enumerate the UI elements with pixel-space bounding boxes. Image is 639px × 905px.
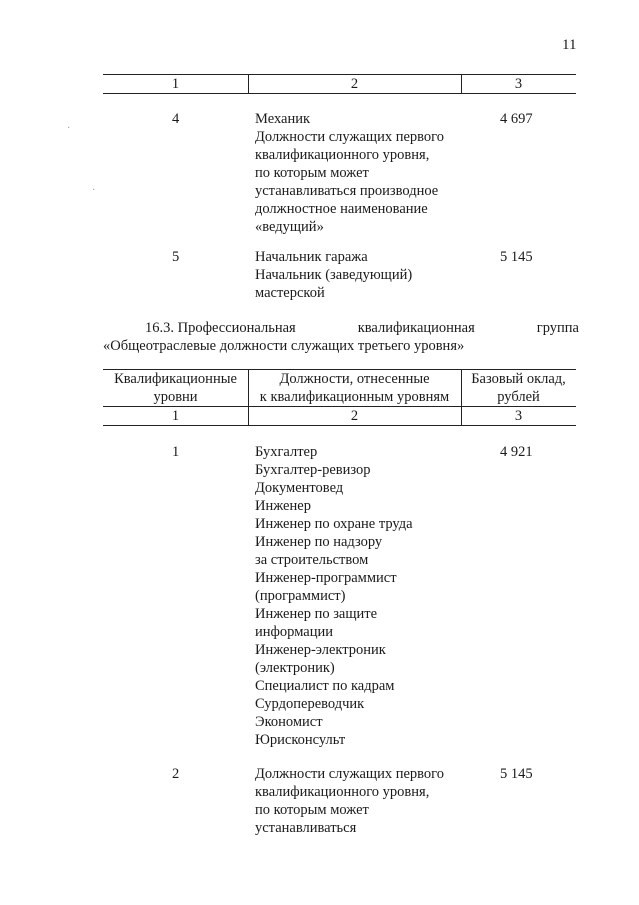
position-name: квалификационного уровня, xyxy=(255,147,430,163)
position-name: квалификационного уровня, xyxy=(255,784,430,800)
section-heading-line xyxy=(103,319,579,337)
position-name: по которым может xyxy=(255,165,369,181)
column-header-positions xyxy=(248,370,461,406)
position-name: должностное наименование xyxy=(255,201,428,217)
header-text: рублей xyxy=(497,389,540,405)
column-number: 2 xyxy=(350,408,359,424)
qualification-level: 5 xyxy=(172,249,180,265)
heading-word: группа xyxy=(536,320,579,336)
position-name: Инженер xyxy=(255,498,311,514)
position-name: устанавливаться производное xyxy=(255,183,439,199)
position-name: Механик xyxy=(255,111,311,127)
heading-word: 16.3. Профессиональная xyxy=(145,320,296,336)
header-text: Базовый оклад, xyxy=(471,371,566,387)
qualification-level: 4 xyxy=(172,111,180,127)
position-name: Начальник гаража xyxy=(255,249,368,265)
base-salary: 5 145 xyxy=(500,249,533,265)
position-list xyxy=(255,443,413,749)
position-name: Должности служащих первого xyxy=(255,766,444,782)
position-name: Инженер-программист xyxy=(255,570,397,586)
column-header-salary xyxy=(461,370,576,406)
base-salary: 5 145 xyxy=(500,766,533,782)
position-name: Инженер по защите xyxy=(255,606,378,622)
column-number: 1 xyxy=(171,76,180,92)
position-name: Бухгалтер-ревизор xyxy=(255,462,371,478)
header-text: Квалификационные xyxy=(114,371,237,387)
column-header-levels xyxy=(103,370,248,406)
column-number: 3 xyxy=(514,408,523,424)
position-name: Инженер по надзору xyxy=(255,534,383,550)
page-number: 11 xyxy=(562,37,577,53)
qualification-level: 1 xyxy=(172,444,180,460)
section-heading-line: «Общеотраслевые должности служащих третьего уровня» xyxy=(103,338,465,354)
position-list xyxy=(255,248,412,302)
position-name: Начальник (заведующий) xyxy=(255,267,413,283)
position-name: информации xyxy=(255,624,333,640)
column-number: 3 xyxy=(514,76,523,92)
qualification-level: 2 xyxy=(172,766,180,782)
position-name: Инженер по охране труда xyxy=(255,516,413,532)
position-list xyxy=(255,765,444,837)
position-name: устанавливаться xyxy=(255,820,357,836)
column-number: 1 xyxy=(171,408,180,424)
position-name: Специалист по кадрам xyxy=(255,678,395,694)
position-name: «ведущий» xyxy=(255,219,324,235)
position-name: (электроник) xyxy=(255,660,335,676)
position-name: Бухгалтер xyxy=(255,444,318,460)
position-name: Экономист xyxy=(255,714,323,730)
position-name: мастерской xyxy=(255,285,325,301)
scan-speck: · xyxy=(67,123,71,134)
header-text: Должности, отнесенные xyxy=(279,371,430,387)
base-salary: 4 697 xyxy=(500,111,533,127)
table-number-border xyxy=(103,425,576,426)
table-header-border xyxy=(103,93,576,94)
column-number: 2 xyxy=(350,76,359,92)
heading-word: квалификационная xyxy=(357,320,475,336)
position-name: Сурдопереводчик xyxy=(255,696,365,712)
position-name: Инженер-электроник xyxy=(255,642,386,658)
header-text: уровни xyxy=(153,389,198,405)
header-text: к квалификационным уровням xyxy=(259,389,450,405)
section-heading xyxy=(103,319,579,355)
position-name: Должности служащих первого xyxy=(255,129,444,145)
position-name: Юрисконсульт xyxy=(255,732,346,748)
base-salary: 4 921 xyxy=(500,444,533,460)
scan-speck: · xyxy=(92,185,96,196)
position-name: за строительством xyxy=(255,552,369,568)
position-name: (программист) xyxy=(255,588,346,604)
position-name: Документовед xyxy=(255,480,344,496)
position-list xyxy=(255,110,444,236)
position-name: по которым может xyxy=(255,802,369,818)
